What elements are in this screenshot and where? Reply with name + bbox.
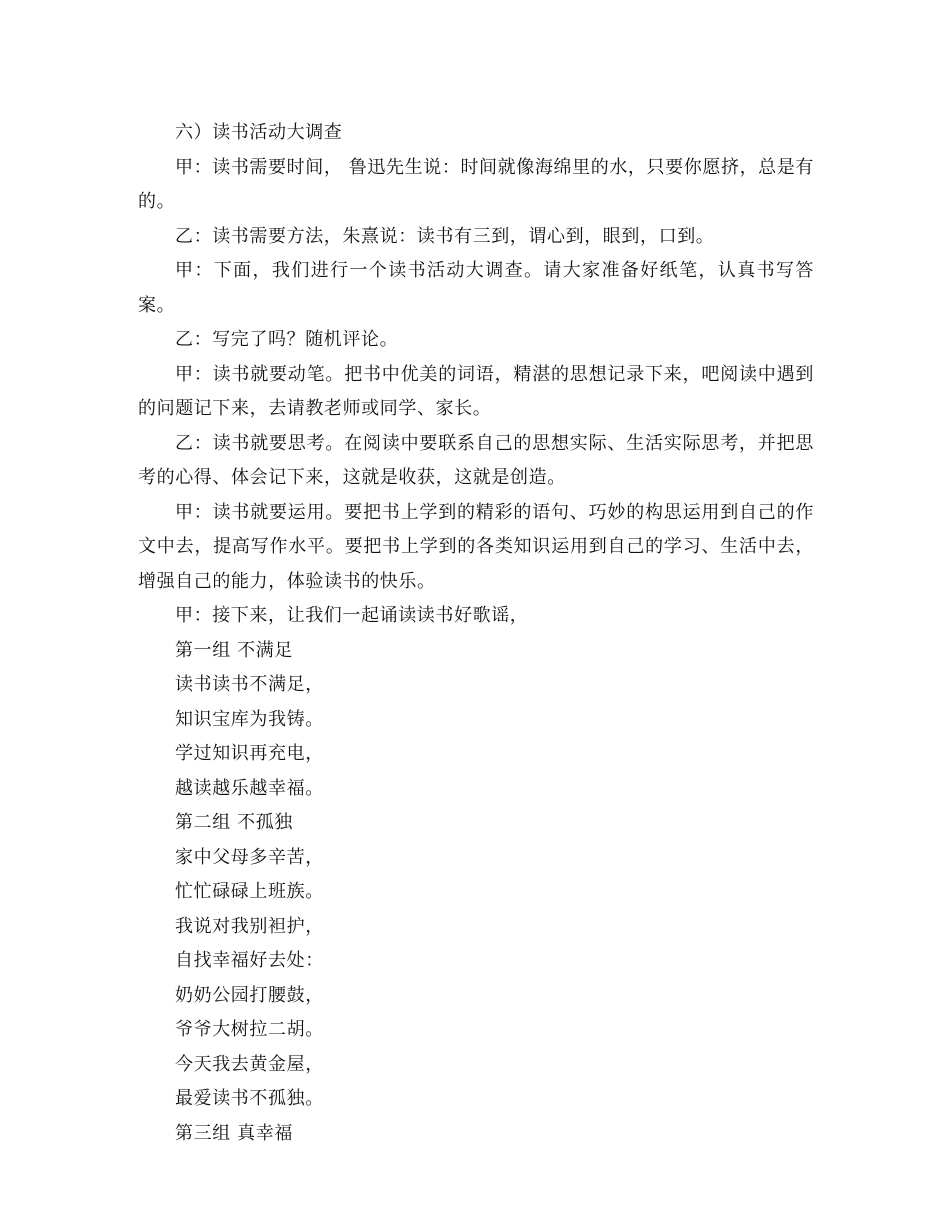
verse-line: 知识宝库为我铸。 (175, 708, 324, 730)
paragraph: 甲：读书就要动笔。把书中优美的词语，精湛的思想记录下来，吧阅读中遇到的问题记下来，去请教老师或同学、家长。 (138, 363, 814, 419)
verse-group-heading: 第一组 不满足 (175, 639, 293, 661)
paragraph: 甲：读书需要时间， 鲁迅先生说：时间就像海绵里的水，只要你愿挤，总是有的。 (138, 156, 814, 212)
section-heading: 六）读书活动大调查 (175, 122, 343, 143)
verse-line: 读书读书不满足， (175, 674, 324, 695)
verse-line: 越读越乐越幸福。 (175, 777, 324, 799)
verse-group-heading: 第二组 不孤独 (175, 812, 293, 833)
verse-line: 学过知识再充电， (175, 743, 324, 764)
paragraph: 乙：读书需要方法，朱熹说：读书有三到，谓心到，眼到，口到。 (175, 225, 715, 247)
verse-line: 今天我去黄金屋， (175, 1053, 324, 1075)
paragraph: 乙：读书就要思考。在阅读中要联系自己的思想实际、生活实际思考，并把思考的心得、体会记下来，这就是收获，这就是创造。 (138, 432, 814, 488)
verse-line: 最爱读书不孤独。 (175, 1088, 324, 1109)
paragraph: 乙：写完了吗？随机评论。 (175, 329, 399, 350)
paragraph: 甲：读书就要运用。要把书上学到的精彩的语句、巧妙的构思运用到自己的作文中去，提高写作水平。要把书上学到的各类知识运用到自己的学习、生活中去，增强自己的能力，体验读书的快乐。 (138, 501, 814, 592)
verse-line: 自找幸福好去处： (175, 950, 324, 971)
verse-group-heading: 第三组 真幸福 (175, 1122, 293, 1144)
paragraph: 甲：下面，我们进行一个读书活动大调查。请大家准备好纸笔，认真书写答案。 (138, 260, 814, 316)
document-body (138, 116, 814, 1151)
verse-line: 忙忙碌碌上班族。 (175, 881, 324, 902)
verse-line: 家中父母多辛苦， (175, 846, 324, 868)
verse-line: 爷爷大树拉二胡。 (175, 1019, 324, 1040)
verse-line: 奶奶公园打腰鼓， (175, 984, 324, 1006)
paragraph: 甲：接下来，让我们一起诵读读书好歌谣， (175, 605, 529, 626)
verse-line: 我说对我别袒护， (175, 915, 324, 937)
